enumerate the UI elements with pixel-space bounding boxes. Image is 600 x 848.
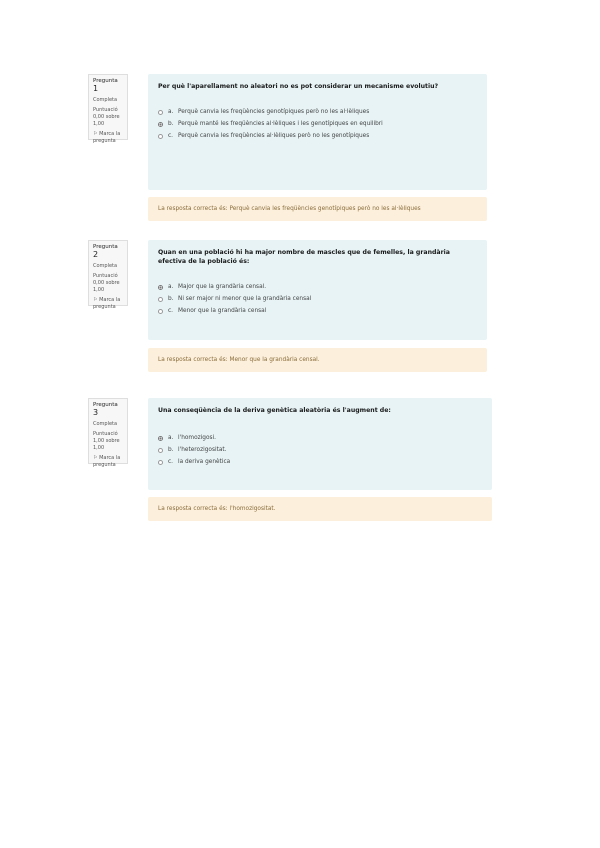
- question-status: Completa: [93, 263, 118, 269]
- question-score: Puntuació 1,00 sobre 1,00: [93, 431, 120, 451]
- question-content: [148, 240, 487, 340]
- answer-option-a[interactable]: a. l'homozigosi.: [158, 433, 482, 443]
- answer-option-c[interactable]: c. la deriva genètica: [158, 457, 482, 467]
- answer-option-b[interactable]: b. l'heterozigositat.: [158, 445, 482, 455]
- question-number: Pregunta 3: [93, 402, 118, 417]
- question-number: Pregunta 2: [93, 244, 118, 259]
- radio-button[interactable]: [158, 309, 163, 314]
- answer-options: [158, 433, 482, 467]
- question-status: Completa: [93, 421, 118, 427]
- question-info: [88, 74, 128, 144]
- question-content: [148, 398, 492, 490]
- radio-button-selected[interactable]: [158, 285, 163, 290]
- radio-button-selected[interactable]: [158, 436, 163, 441]
- radio-button[interactable]: [158, 448, 163, 453]
- flag-question-link[interactable]: ⚐ Marca la pregunta: [93, 131, 121, 144]
- question-content: [148, 74, 487, 190]
- question-info: [88, 240, 128, 310]
- flag-icon: ⚐: [93, 297, 98, 303]
- answer-options: [158, 107, 477, 141]
- flag-icon: ⚐: [93, 455, 98, 461]
- flag-question-link[interactable]: ⚐ Marca la pregunta: [93, 455, 121, 468]
- question-score: Puntuació 0,00 sobre 1,00: [93, 107, 120, 127]
- correct-answer-feedback: La resposta correcta és: Perquè canvia les freqüències genotípiques però no les al·lèliques: [148, 197, 487, 221]
- flag-icon: ⚐: [93, 131, 98, 137]
- radio-button[interactable]: [158, 297, 163, 302]
- question-info: [88, 398, 128, 468]
- radio-button[interactable]: [158, 460, 163, 465]
- question-text: Una conseqüència de la deriva genètica aleatòria és l'augment de:: [158, 407, 391, 414]
- answer-option-a[interactable]: a. Perquè canvia les freqüències genotípiques però no les al·lèliques: [158, 107, 477, 117]
- flag-question-link[interactable]: ⚐ Marca la pregunta: [93, 297, 121, 310]
- radio-button[interactable]: [158, 134, 163, 139]
- answer-option-a[interactable]: a. Major que la grandària censal.: [158, 282, 477, 292]
- question-status: Completa: [93, 97, 118, 103]
- question-text: Per què l'aparellament no aleatori no es pot considerar un mecanisme evolutiu?: [158, 83, 439, 90]
- radio-button[interactable]: [158, 110, 163, 115]
- question-text: Quan en una població hi ha major nombre de mascles que de femelles, la grandària efectiva de la població és:: [158, 249, 450, 265]
- answer-option-b[interactable]: b. Ni ser major ni menor que la grandària censal: [158, 294, 477, 304]
- radio-button-selected[interactable]: [158, 122, 163, 127]
- answer-option-b[interactable]: b. Perquè manté les freqüències al·lèliques i les genotípiques en equilibri: [158, 119, 477, 129]
- question-number: Pregunta 1: [93, 78, 118, 93]
- answer-option-c[interactable]: c. Perquè canvia les freqüències al·lèliques però no les genotípiques: [158, 131, 477, 141]
- correct-answer-feedback: La resposta correcta és: l'homozigositat.: [148, 497, 492, 521]
- answer-option-c[interactable]: c. Menor que la grandària censal: [158, 306, 477, 316]
- correct-answer-feedback: La resposta correcta és: Menor que la grandària censal.: [148, 348, 487, 372]
- answer-options: [158, 282, 477, 316]
- question-score: Puntuació 0,00 sobre 1,00: [93, 273, 120, 293]
